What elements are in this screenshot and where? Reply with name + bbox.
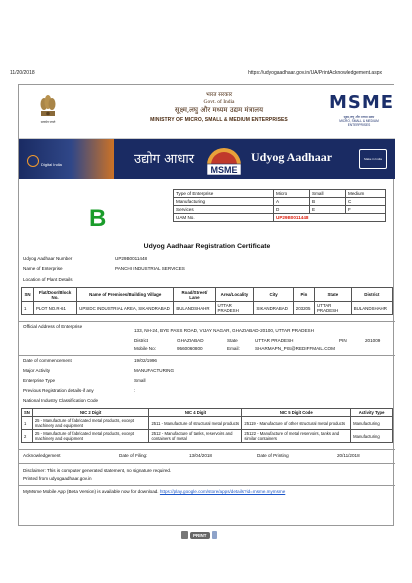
table-header: Road/Street/ Lane [174,288,215,302]
print-button[interactable] [181,530,217,540]
field-value: 19/02/1996 [134,358,157,363]
msme-logo-text: MSME [329,92,395,113]
seal-text: MSME [210,165,238,175]
field-value: MANUFACTURING [134,368,175,373]
table-row [22,302,393,315]
district-label: District [134,338,149,343]
field-value: PANCHI INDUSTRIAL SERVICES [115,266,185,271]
table-row [174,206,386,214]
field-location [19,277,395,285]
table-cell: UPSIDC INDUSTRIAL AREA, SIKANDRABAD [77,302,174,315]
browser-print-header [10,70,402,78]
pin-label: PIN [339,338,347,343]
msme-logo-hindi: सूक्ष्म,लघु और मध्यम उद्यम [343,115,375,119]
msme-logo-english: MICRO, SMALL & MEDIUM ENTERPRISES [339,119,379,127]
date-of-filing-value: 13/04/2018 [189,453,212,458]
digital-india-text: Digital India [41,162,62,167]
field-value: Small [134,378,146,383]
divider [19,355,395,356]
table-row [174,190,386,198]
ministry-english-line1: Govt. of India [203,99,235,105]
table-cell: D [274,206,310,214]
table-cell: BULANDSHAHR [174,302,215,315]
make-in-india-logo: Make in India [359,149,387,169]
table-header: SN [22,409,33,417]
table-cell: Manufacturing [351,430,393,443]
table-header: Area/Locality [215,288,254,302]
udyog-aadhaar-hindi: उद्योग आधार [134,152,195,167]
table-cell: E [310,206,346,214]
save-icon[interactable] [212,531,217,539]
table-header: Pin [293,288,314,302]
mobile-label: Mobile No: [134,346,156,351]
table-cell: 203205 [293,302,314,315]
table-cell: Type of Enterprise [174,190,274,198]
table-cell: UTTAR PRADESH [215,302,254,315]
email-label: Email: [227,346,240,351]
table-cell: Small [310,190,346,198]
disclaimer-line1: Disclaimer: This is computer generated statement, no signature required. [23,468,172,473]
official-address-label: Official Address of Enterprise [23,324,83,329]
district-value: GHAZIABAD [177,338,204,343]
certificate [18,84,394,526]
uam-value: UP29B0011448 [274,214,386,222]
email-value: SHARMAPN_PIS@REDIFFMAIL.COM [255,346,335,351]
field-label: Previous Registration details-if any [23,388,94,393]
msme-seal-icon [203,143,245,177]
table-header: NIC 2 Digit [32,409,149,417]
table-cell: 2511 - Manufacture of structural metal products [149,417,242,430]
print-label: PRINT [190,532,210,539]
table-cell: 25119 - Manufacture of other structural metal products [242,417,351,430]
date-of-printing-value: 20/11/2018 [337,453,360,458]
table-cell: UTTAR PRADESH [315,302,352,315]
table-cell: F [346,206,386,214]
date-of-printing-label: Date of Printing [257,453,289,458]
acknowledgement-label: Acknowledgement [23,453,61,458]
udyog-aadhaar-banner [19,139,395,179]
field-label: Name of Enterprise [23,266,63,271]
mobile-app-link[interactable]: https://play.google.com/store/apps/details?id=msme.mymsme [159,489,286,494]
field-nic-label [19,398,395,406]
field-label: Date of commencement [23,358,72,363]
table-cell: Services [174,206,274,214]
table-header-row [22,409,393,417]
digital-india-icon [27,155,39,167]
table-row [22,417,393,430]
mobile-app-text: MyMsme Mobile App (Beta Version) is available now for download. [23,489,159,494]
ministry-hindi-line1: भारत सरकार [205,92,233,98]
divider [19,485,395,486]
table-cell: B [310,198,346,206]
table-row [174,214,386,222]
emblem-motto: सत्यमेव जयते [40,120,56,124]
table-header: Flat/Door/Block No. [33,288,76,302]
table-header: Name of Premises/Building Village [77,288,174,302]
state-value: UTTAR PRADESH [255,338,294,343]
field-major-activity [19,368,395,376]
divider [19,463,395,464]
field-label: Enterprise Type [23,378,56,383]
msme-logo [329,92,395,133]
field-previous-registration [19,388,395,396]
ministry-english-line2: MINISTRY OF MICRO, SMALL & MEDIUM ENTERPRISES [150,117,288,123]
enterprise-category-table [173,189,386,222]
table-cell: 1 [22,417,33,430]
table-header: NIC 4 Digit [149,409,242,417]
printer-icon [181,531,188,539]
divider [19,449,395,450]
table-cell: SIKANDRABAD [254,302,293,315]
table-row [174,198,386,206]
uam-label: UAM No. [174,214,274,222]
state-label: State [227,338,238,343]
table-cell: A [274,198,310,206]
digital-india-logo [27,151,67,167]
field-name [19,266,395,274]
national-emblem [35,93,61,131]
official-address-value: 133, NH-24, BYE PASS ROAD, VIJAY NAGAR, GHAZIABAD-20100, UTTAR PRADESH [134,328,314,333]
table-cell: Manufacturing [174,198,274,206]
table-cell: 25122 - Manufacture of metal reservoirs, tanks and similar containers [242,430,351,443]
table-cell: 1 [22,302,34,315]
table-row [22,430,393,443]
mobile-app-notice [23,489,285,494]
table-header: Activity Type [351,409,393,417]
table-header: State [315,288,352,302]
table-cell: Manufacturing [351,417,393,430]
table-cell: 25 - Manufacture of fabricated metal products, except machinery and equipment [32,430,149,443]
ministry-header [19,85,395,139]
field-label: Location of Plant Details [23,277,73,282]
pin-value: 201009 [365,338,381,343]
field-value: : [134,388,136,393]
table-header-row [22,288,393,302]
plant-details-table [21,287,393,315]
table-cell: Micro [274,190,310,198]
table-cell: 2 [22,430,33,443]
ministry-hindi-line2: सूक्ष्म,लघु और मध्यम उद्यम मंत्रालय [174,106,264,114]
field-label: Udyog Aadhaar Number [23,256,73,261]
field-label: Major Activity [23,368,51,373]
date-of-filing-label: Date of Filing: [119,453,148,458]
table-cell: 2512 - Manufacture of tanks, reservoirs and containers of metal [149,430,242,443]
table-cell: PLOT NO.R-61 [33,302,76,315]
mobile-value: 9560060800 [177,346,203,351]
disclaimer-line2: Printed from udyogaadhaar.gov.in [23,476,92,481]
table-header: SN [22,288,34,302]
nic-code-table [21,408,393,443]
ministry-title [129,90,309,123]
field-enterprise-type [19,378,395,386]
udyog-aadhaar-english: Udyog Aadhaar [251,150,333,164]
enterprise-grade: B [89,205,107,232]
field-value: UP29B0011448 [115,256,148,261]
table-header: District [351,288,392,302]
field-label: National Industry Classification Code [23,398,99,403]
table-cell: Medium [346,190,386,198]
divider [19,321,395,322]
table-cell: C [346,198,386,206]
print-date: 11/20/2018 [10,70,35,76]
certificate-title: Udyog Aadhaar Registration Certificate [143,243,271,250]
lion-capital-icon [38,93,58,119]
field-uan [19,256,395,264]
print-url: https://udyogaadhaar.gov.in/UA/PrintAcknowledgement.aspx [248,70,382,76]
field-commencement [19,358,395,366]
table-header: City [254,288,293,302]
table-cell: BULANDSHAHR [351,302,392,315]
table-cell: 25 - Manufacture of fabricated metal products, except machinery and equipment [32,417,149,430]
table-header: NIC 5 Digit Code [242,409,351,417]
